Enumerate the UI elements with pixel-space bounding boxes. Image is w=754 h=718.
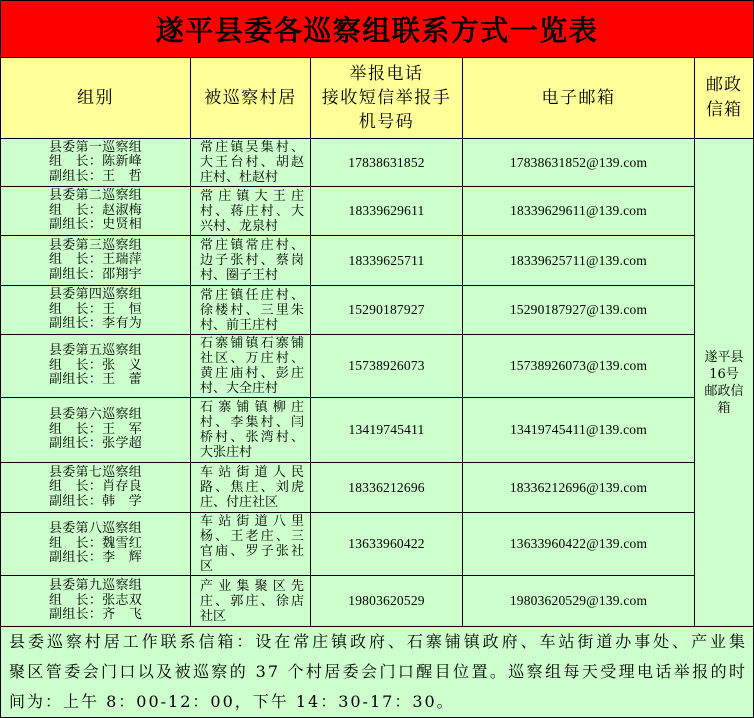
header-postbox-line: 信箱 (706, 100, 742, 120)
group-cell (1, 187, 191, 236)
village-line: 大王台村、胡赵 (200, 155, 304, 170)
village-line: 官庙、罗子张社 (200, 544, 304, 559)
group-name: 县委第三巡察组 (48, 237, 143, 253)
village-line: 庄村、杜赵村 (200, 170, 279, 185)
postbox-line: 遂平县 (704, 349, 744, 365)
phone-number: 19803620529 (311, 576, 463, 627)
email-address: 15738926073@139.com (463, 335, 695, 398)
footer-text (9, 627, 747, 717)
villages-cell (191, 576, 311, 627)
phone-number: 13419745411 (311, 398, 463, 463)
villages-cell (191, 139, 311, 187)
village-line: 村、李集村、闫 (200, 415, 304, 430)
leader-name: 组 长：肖存良 (48, 479, 143, 495)
group-cell (1, 513, 191, 576)
group-members (49, 239, 142, 283)
deputy-name: 副组长：齐 飞 (48, 607, 143, 623)
header-phone-line: 接收短信举报手 (321, 88, 452, 108)
group-cell (1, 139, 191, 187)
phone-number: 13633960422 (311, 513, 463, 576)
deputy-name: 副组长：韩 学 (48, 493, 143, 509)
group-members (49, 288, 142, 332)
phone-number: 18336212696 (311, 463, 463, 513)
group-members (49, 408, 142, 452)
leader-name: 组 长：魏雪红 (48, 535, 143, 551)
phone-number: 18339629611 (311, 187, 463, 236)
village-line: 杨、王老庄、三 (200, 529, 304, 544)
villages-cell (191, 187, 311, 236)
leader-name: 组 长：张 义 (48, 357, 143, 373)
villages-cell (191, 286, 311, 335)
table-head-section (1, 1, 754, 139)
group-name: 县委第八巡察组 (48, 521, 143, 537)
village-line: 常庄镇任庄村、 (200, 287, 304, 303)
group-members (49, 344, 142, 388)
village-line: 桥村、张湾村、 (200, 430, 304, 445)
village-line: 村、圈子王村 (200, 268, 279, 283)
village-line: 黄庄庙村、彭庄 (200, 366, 304, 381)
deputy-name: 副组长：王 蕾 (48, 372, 143, 388)
villages-cell (191, 463, 311, 513)
village-line: 兴村、龙泉村 (200, 218, 279, 234)
deputy-name: 副组长：李 辉 (48, 550, 143, 566)
deputy-name: 副组长：张学超 (48, 436, 143, 452)
leader-name: 组 长：赵淑梅 (48, 202, 143, 218)
village-line: 庄、付庄社区 (200, 495, 279, 510)
email-address: 18339625711@139.com (463, 236, 695, 286)
table-row (1, 286, 754, 335)
village-line: 车站街道八里 (200, 514, 304, 529)
group-name: 县委第二巡察组 (48, 188, 143, 204)
footer-line: 间为：上午 8：00-12：00，下午 14：30-17：30。 (9, 692, 455, 711)
group-name: 县委第九巡察组 (48, 578, 143, 594)
footer-note (1, 627, 754, 718)
village-line: 常庄镇大王庄 (200, 188, 304, 204)
table-row (1, 513, 754, 576)
header-group: 组别 (1, 58, 191, 139)
village-line: 村、蒋庄村、大 (200, 203, 304, 219)
title-row (1, 1, 754, 58)
group-name: 县委第一巡察组 (48, 139, 143, 155)
deputy-name: 副组长：王 哲 (48, 168, 143, 184)
email-address: 15290187927@139.com (463, 286, 695, 335)
villages-cell (191, 236, 311, 286)
header-postbox-line: 邮政 (706, 75, 742, 95)
group-name: 县委第六巡察组 (48, 407, 143, 423)
leader-name: 组 长：王 恒 (48, 301, 143, 317)
postbox-line: 邮政信 (704, 383, 744, 399)
village-line: 边子张村、蔡岗 (200, 253, 304, 268)
email-address: 13633960422@139.com (463, 513, 695, 576)
table-row (1, 335, 754, 398)
email-address: 19803620529@139.com (463, 576, 695, 627)
header-villages: 被巡察村居 (191, 58, 311, 139)
village-line: 常庄镇常庄村、 (200, 238, 304, 253)
header-phone (311, 58, 463, 139)
village-line: 区 (200, 559, 214, 574)
deputy-name: 副组长：李有为 (48, 316, 143, 332)
postbox-address (695, 139, 754, 627)
group-members (49, 189, 142, 233)
header-row (1, 58, 754, 139)
village-line: 庄、郭庄、徐店 (200, 593, 304, 609)
footer-row (1, 627, 754, 718)
group-members (49, 466, 142, 510)
header-phone-line: 举报电话 (349, 64, 424, 84)
header-postbox (695, 58, 754, 139)
group-members (49, 579, 142, 623)
email-address: 13419745411@139.com (463, 398, 695, 463)
email-address: 18339629611@139.com (463, 187, 695, 236)
village-line: 社区、万庄村、 (200, 351, 304, 366)
village-line: 石寨铺镇柳庄 (200, 400, 304, 415)
email-address: 17838631852@139.com (463, 139, 695, 187)
leader-name: 组 长：王瑞萍 (48, 252, 143, 268)
group-cell (1, 236, 191, 286)
header-email: 电子邮箱 (463, 58, 695, 139)
village-line: 徐楼村、三里朱 (200, 302, 304, 318)
table-row (1, 398, 754, 463)
deputy-name: 副组长：邵翔宇 (48, 266, 143, 282)
village-line: 车站街道人民 (200, 465, 304, 480)
table-row (1, 236, 754, 286)
village-line: 村、前王庄村 (200, 317, 279, 333)
group-cell (1, 335, 191, 398)
footer-line: 县委巡察村居工作联系信箱：设在常庄镇政府、石寨铺镇政府、车站街道办事处、产业集 (9, 632, 747, 651)
village-line: 石寨铺镇石寨铺 (200, 336, 304, 351)
group-cell (1, 576, 191, 627)
leader-name: 组 长：王 军 (48, 421, 143, 437)
phone-number: 17838631852 (311, 139, 463, 187)
village-line: 产业集聚区先 (200, 578, 304, 594)
postbox-line: 16号 (709, 366, 739, 382)
header-phone-line: 机号码 (358, 112, 415, 132)
phone-number: 15738926073 (311, 335, 463, 398)
village-line: 村、大全庄村 (200, 381, 279, 396)
village-line: 路、焦庄、刘虎 (200, 480, 304, 495)
phone-number: 18339625711 (311, 236, 463, 286)
table-foot-section (1, 627, 754, 718)
contact-rows (1, 139, 754, 627)
group-cell (1, 398, 191, 463)
table-row (1, 187, 754, 236)
deputy-name: 副组长：史贤相 (48, 217, 143, 233)
group-members (49, 141, 142, 185)
table-row (1, 463, 754, 513)
villages-cell (191, 513, 311, 576)
village-line: 常庄镇吴集村、 (200, 140, 304, 155)
postbox-line: 箱 (717, 400, 731, 416)
group-name: 县委第四巡察组 (48, 287, 143, 303)
villages-cell (191, 335, 311, 398)
group-cell (1, 286, 191, 335)
table-row (1, 576, 754, 627)
village-line: 社区 (200, 608, 227, 624)
email-address: 18336212696@139.com (463, 463, 695, 513)
table-row (1, 139, 754, 187)
phone-number: 15290187927 (311, 286, 463, 335)
leader-name: 组 长：张志双 (48, 592, 143, 608)
villages-cell (191, 398, 311, 463)
village-line: 大张庄村 (200, 445, 253, 460)
footer-line: 聚区管委会门口以及被巡察的 37 个村居委会门口醒目位置。巡察组每天受理电话举报的时 (9, 662, 747, 681)
group-name: 县委第五巡察组 (48, 343, 143, 359)
group-name: 县委第七巡察组 (48, 464, 143, 480)
group-cell (1, 463, 191, 513)
table-title: 遂平县委各巡察组联系方式一览表 (1, 1, 754, 58)
group-members (49, 522, 142, 566)
leader-name: 组 长：陈新峰 (48, 154, 143, 170)
